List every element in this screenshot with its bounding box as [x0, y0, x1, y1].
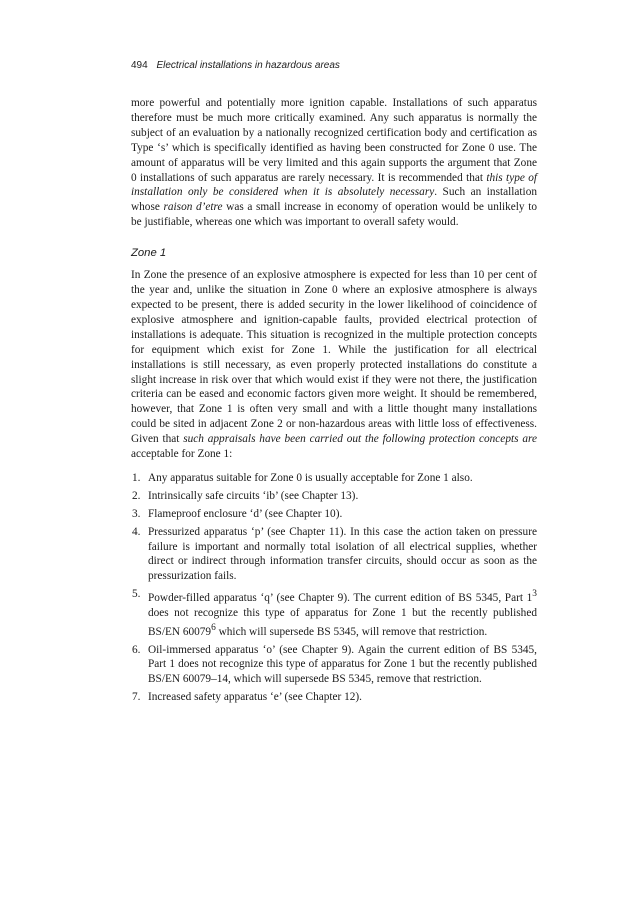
list-item	[131, 525, 537, 585]
list-number: 1.	[132, 471, 141, 484]
list-number: 7.	[132, 691, 141, 704]
list-number: 5.	[132, 588, 141, 601]
text-run: more powerful and potentially more ignition capable. Installations of such apparatus therefore must be much more critically examined. Any such apparatus is normally the subject of an evaluation by a nationally recognized certification body and certification as Type ‘s’ which is specifically identified as having been constructed for Zone 0 use. The amount of apparatus will be very limited and this again supports the argument that Zone 0 installations of such apparatus are rarely necessary. It is recommended that	[131, 97, 537, 184]
list-item-text: Powder-filled apparatus ‘q’ (see Chapter 9). The current edition of BS 5345, Part 1	[148, 592, 533, 605]
list-item-text: Increased safety apparatus ‘e’ (see Chapter 12).	[148, 691, 363, 704]
list-number: 3.	[132, 507, 141, 520]
list-item-text: Oil-immersed apparatus ‘o’ (see Chapter 9). Again the current edition of BS 5345, Part 1 does not recognize this type of apparatus for Zone 1 but the recently published BS/EN 60079–14, which will supersede BS 5345, remove that restriction.	[148, 643, 537, 686]
italic-run: such appraisals have been carried out the following protection concepts are	[183, 433, 537, 446]
list-number: 2.	[132, 489, 141, 502]
text-run: . Such an installation whose	[131, 186, 537, 214]
page-number: 494	[131, 60, 148, 71]
text-run: was a small increase in economy of operation would be unlikely to be justifiable, whereas one which was important to overall safety would.	[131, 201, 537, 229]
page-body	[131, 96, 537, 708]
list-item-text: which will supersede BS 5345, will remove that restriction.	[215, 625, 488, 638]
footnote-ref: 3	[532, 589, 537, 600]
list-item	[131, 643, 537, 688]
running-title: Electrical installations in hazardous areas	[156, 60, 340, 71]
list-item	[131, 587, 537, 639]
text-run: In Zone the presence of an explosive atmosphere is expected for less than 10 per cent of the year and, unlike the situation in Zone 0 where an explosive atmosphere is always expected to be present, there is added security in the lower likelihood of coincidence of explosive atmosphere and ignition-capable faults, provided electrical protection of installations is adequate. This situation is recognized in the multiple protection concepts for equipment which exist for Zone 1. While the justification for all electrical installations is still necessary, as even properly protected installations do constitute a slight increase in risk over that which would exist if they were not there, the justification criteria can be eased and economic factors given more weight. It should be remembered, however, that Zone 1 is often very small and with a little thought many installations could be sited in adjacent Zone 2 or non-hazardous areas with little loss of effectiveness. Given that	[131, 269, 537, 446]
list-item	[131, 690, 537, 705]
protection-concepts-list	[131, 471, 537, 705]
list-item-text: Pressurized apparatus ‘p’ (see Chapter 11). In this case the action taken on pressure failure is important and normally total isolation of all electrical supplies, whether direct or indirect through information transfer circuits, should occur as soon as the pressurization fails.	[148, 525, 537, 583]
text-run: acceptable for Zone 1:	[131, 448, 233, 461]
list-item-text: Any apparatus suitable for Zone 0 is usually acceptable for Zone 1 also.	[148, 471, 473, 484]
italic-run: raison d’etre	[163, 201, 223, 214]
list-item-text: Flameproof enclosure ‘d’ (see Chapter 10).	[148, 507, 343, 520]
section-heading-zone1: Zone 1	[131, 247, 167, 260]
list-item	[131, 489, 537, 504]
footnote-ref: 6	[211, 622, 216, 633]
list-item	[131, 471, 537, 486]
list-number: 6.	[132, 643, 141, 656]
zone0-paragraph	[131, 96, 537, 230]
list-number: 4.	[132, 525, 141, 538]
running-header	[131, 60, 340, 71]
italic-run: this type of installation only be considered when it is absolutely necessary	[131, 171, 538, 199]
list-item	[131, 507, 537, 522]
list-item-text: Intrinsically safe circuits ‘ib’ (see Chapter 13).	[148, 489, 359, 502]
zone1-paragraph	[131, 268, 537, 462]
list-item-text: does not recognize this type of apparatus for Zone 1 but the recently published BS/EN 60079	[148, 606, 537, 638]
